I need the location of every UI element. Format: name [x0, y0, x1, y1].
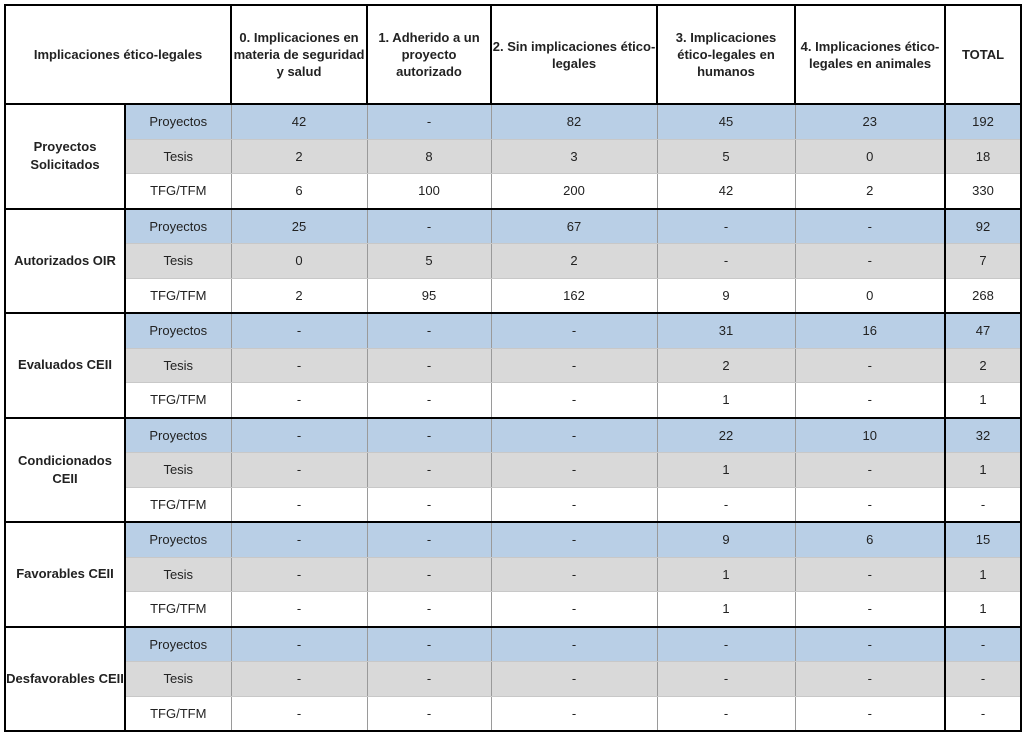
- value-cell: -: [491, 557, 657, 592]
- table-title-header: Implicaciones ético-legales: [5, 5, 231, 104]
- value-cell: -: [795, 487, 945, 522]
- group-label: Autorizados OIR: [5, 209, 125, 314]
- total-cell: 7: [945, 244, 1021, 279]
- row-type-label: Tesis: [125, 348, 231, 383]
- row-type-label: TFG/TFM: [125, 383, 231, 418]
- value-cell: -: [231, 662, 367, 697]
- value-cell: -: [231, 557, 367, 592]
- value-cell: -: [367, 348, 491, 383]
- value-cell: 2: [795, 174, 945, 209]
- value-cell: -: [491, 453, 657, 488]
- value-cell: -: [657, 209, 795, 244]
- value-cell: -: [367, 662, 491, 697]
- total-cell: -: [945, 696, 1021, 731]
- value-cell: -: [657, 244, 795, 279]
- value-cell: -: [491, 522, 657, 557]
- table-row: [5, 278, 1021, 313]
- value-cell: 25: [231, 209, 367, 244]
- value-cell: -: [795, 209, 945, 244]
- table-row: [5, 104, 1021, 139]
- value-cell: -: [795, 244, 945, 279]
- value-cell: 42: [231, 104, 367, 139]
- value-cell: -: [367, 313, 491, 348]
- total-cell: 18: [945, 139, 1021, 174]
- value-cell: -: [795, 696, 945, 731]
- total-cell: 1: [945, 453, 1021, 488]
- value-cell: 9: [657, 278, 795, 313]
- column-header-2: 2. Sin implicaciones ético-legales: [491, 5, 657, 104]
- row-type-label: TFG/TFM: [125, 696, 231, 731]
- row-type-label: Tesis: [125, 244, 231, 279]
- value-cell: 2: [231, 278, 367, 313]
- value-cell: -: [795, 592, 945, 627]
- value-cell: 5: [657, 139, 795, 174]
- value-cell: -: [795, 557, 945, 592]
- value-cell: -: [367, 487, 491, 522]
- total-cell: -: [945, 487, 1021, 522]
- table-row: [5, 453, 1021, 488]
- table-row: [5, 418, 1021, 453]
- value-cell: 23: [795, 104, 945, 139]
- value-cell: 3: [491, 139, 657, 174]
- value-cell: 0: [231, 244, 367, 279]
- value-cell: 9: [657, 522, 795, 557]
- row-type-label: Proyectos: [125, 104, 231, 139]
- value-cell: 8: [367, 139, 491, 174]
- total-cell: 268: [945, 278, 1021, 313]
- value-cell: -: [795, 383, 945, 418]
- column-header-total: TOTAL: [945, 5, 1021, 104]
- row-type-label: Proyectos: [125, 313, 231, 348]
- table-row: [5, 522, 1021, 557]
- group-label: Evaluados CEII: [5, 313, 125, 418]
- table-row: [5, 627, 1021, 662]
- value-cell: 1: [657, 383, 795, 418]
- total-cell: 330: [945, 174, 1021, 209]
- column-header-1: 1. Adherido a un proyecto autorizado: [367, 5, 491, 104]
- table-row: [5, 662, 1021, 697]
- row-type-label: Proyectos: [125, 209, 231, 244]
- value-cell: -: [367, 418, 491, 453]
- total-cell: 2: [945, 348, 1021, 383]
- value-cell: -: [367, 383, 491, 418]
- value-cell: -: [231, 696, 367, 731]
- value-cell: 2: [231, 139, 367, 174]
- row-type-label: Proyectos: [125, 627, 231, 662]
- table-row: [5, 592, 1021, 627]
- row-type-label: TFG/TFM: [125, 592, 231, 627]
- value-cell: -: [231, 592, 367, 627]
- value-cell: 95: [367, 278, 491, 313]
- value-cell: 1: [657, 557, 795, 592]
- table-row: [5, 244, 1021, 279]
- value-cell: -: [491, 627, 657, 662]
- table-row: [5, 557, 1021, 592]
- value-cell: -: [657, 487, 795, 522]
- total-cell: 192: [945, 104, 1021, 139]
- value-cell: 42: [657, 174, 795, 209]
- value-cell: -: [231, 348, 367, 383]
- row-type-label: Tesis: [125, 453, 231, 488]
- total-cell: 1: [945, 557, 1021, 592]
- table-row: [5, 348, 1021, 383]
- value-cell: -: [491, 487, 657, 522]
- value-cell: -: [795, 348, 945, 383]
- group-label: Proyectos Solicitados: [5, 104, 125, 209]
- table-body: [5, 104, 1021, 731]
- table-row: [5, 209, 1021, 244]
- value-cell: 6: [231, 174, 367, 209]
- total-cell: 1: [945, 383, 1021, 418]
- value-cell: -: [367, 696, 491, 731]
- value-cell: -: [795, 627, 945, 662]
- value-cell: -: [657, 627, 795, 662]
- value-cell: 100: [367, 174, 491, 209]
- value-cell: -: [231, 453, 367, 488]
- value-cell: -: [491, 313, 657, 348]
- value-cell: -: [795, 662, 945, 697]
- group-label: Condicionados CEII: [5, 418, 125, 523]
- value-cell: 31: [657, 313, 795, 348]
- value-cell: -: [491, 383, 657, 418]
- table-row: [5, 383, 1021, 418]
- row-type-label: TFG/TFM: [125, 174, 231, 209]
- value-cell: -: [367, 209, 491, 244]
- value-cell: 1: [657, 453, 795, 488]
- row-type-label: Proyectos: [125, 418, 231, 453]
- value-cell: -: [231, 418, 367, 453]
- value-cell: 22: [657, 418, 795, 453]
- value-cell: 67: [491, 209, 657, 244]
- value-cell: -: [367, 627, 491, 662]
- column-header-4: 4. Implicaciones ético-legales en animales: [795, 5, 945, 104]
- value-cell: -: [231, 383, 367, 418]
- total-cell: -: [945, 627, 1021, 662]
- total-cell: 92: [945, 209, 1021, 244]
- value-cell: -: [231, 627, 367, 662]
- row-type-label: Proyectos: [125, 522, 231, 557]
- total-cell: 47: [945, 313, 1021, 348]
- value-cell: 45: [657, 104, 795, 139]
- value-cell: -: [491, 696, 657, 731]
- value-cell: -: [367, 522, 491, 557]
- value-cell: 0: [795, 139, 945, 174]
- table-row: [5, 696, 1021, 731]
- value-cell: -: [491, 418, 657, 453]
- table-row: [5, 487, 1021, 522]
- value-cell: 5: [367, 244, 491, 279]
- group-label: Favorables CEII: [5, 522, 125, 627]
- value-cell: 10: [795, 418, 945, 453]
- value-cell: -: [491, 348, 657, 383]
- value-cell: -: [367, 453, 491, 488]
- value-cell: 16: [795, 313, 945, 348]
- header-row: [5, 5, 1021, 104]
- column-header-0: 0. Implicaciones en materia de seguridad y salud: [231, 5, 367, 104]
- value-cell: -: [491, 662, 657, 697]
- row-type-label: TFG/TFM: [125, 487, 231, 522]
- value-cell: 2: [491, 244, 657, 279]
- table-row: [5, 313, 1021, 348]
- value-cell: 82: [491, 104, 657, 139]
- value-cell: -: [795, 453, 945, 488]
- total-cell: 1: [945, 592, 1021, 627]
- row-type-label: Tesis: [125, 662, 231, 697]
- column-header-3: 3. Implicaciones ético-legales en humanos: [657, 5, 795, 104]
- value-cell: -: [657, 696, 795, 731]
- total-cell: 15: [945, 522, 1021, 557]
- value-cell: -: [231, 487, 367, 522]
- group-label: Desfavorables CEII: [5, 627, 125, 732]
- row-type-label: TFG/TFM: [125, 278, 231, 313]
- value-cell: -: [657, 662, 795, 697]
- value-cell: 2: [657, 348, 795, 383]
- value-cell: 0: [795, 278, 945, 313]
- table-row: [5, 139, 1021, 174]
- value-cell: -: [231, 313, 367, 348]
- total-cell: -: [945, 662, 1021, 697]
- row-type-label: Tesis: [125, 139, 231, 174]
- value-cell: 162: [491, 278, 657, 313]
- value-cell: 6: [795, 522, 945, 557]
- value-cell: 1: [657, 592, 795, 627]
- value-cell: 200: [491, 174, 657, 209]
- ethics-table: [4, 4, 1022, 732]
- value-cell: -: [491, 592, 657, 627]
- row-type-label: Tesis: [125, 557, 231, 592]
- value-cell: -: [367, 557, 491, 592]
- value-cell: -: [231, 522, 367, 557]
- value-cell: -: [367, 592, 491, 627]
- value-cell: -: [367, 104, 491, 139]
- table-row: [5, 174, 1021, 209]
- total-cell: 32: [945, 418, 1021, 453]
